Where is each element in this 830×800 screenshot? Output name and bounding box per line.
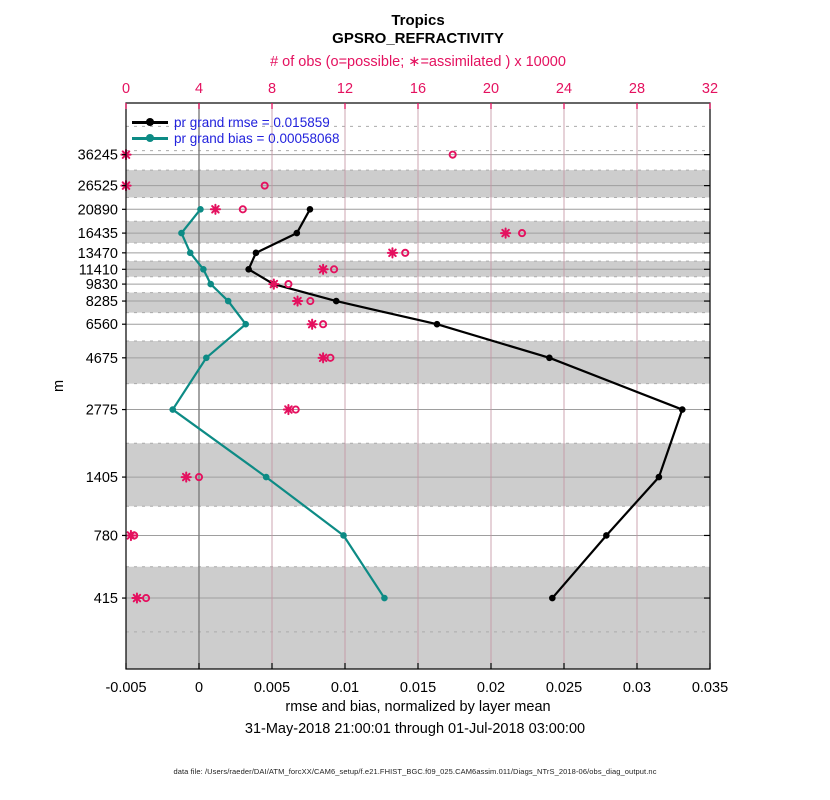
rmse-data-point	[245, 266, 252, 273]
assimilated-obs-marker	[501, 229, 510, 238]
y-axis-tick-label: 4675	[85, 350, 118, 367]
top-axis-tick-label: 16	[409, 81, 427, 97]
top-axis-tick-label: 20	[482, 81, 500, 97]
y-axis-tick-label: 2775	[85, 402, 118, 419]
y-axis-tick-label: 8285	[85, 294, 118, 311]
y-axis-tick-label: 780	[93, 528, 118, 545]
bias-data-point	[207, 281, 214, 288]
assimilated-obs-marker	[319, 265, 328, 274]
assimilated-obs-marker	[284, 405, 293, 414]
bias-data-point	[381, 595, 388, 602]
bias-data-point	[203, 355, 210, 362]
bottom-axis-tick-label: -0.005	[105, 680, 147, 696]
y-axis-tick-label: 1405	[85, 470, 118, 487]
y-axis-tick-label: 415	[93, 591, 118, 608]
bias-data-point	[169, 406, 176, 413]
bottom-axis-tick-label: 0.03	[622, 680, 652, 696]
top-axis-tick-label: 0	[121, 81, 131, 97]
top-axis-tick-label: 24	[555, 81, 573, 97]
top-axis-tick-label: 12	[336, 81, 354, 97]
y-axis-tick-label: 11410	[78, 262, 118, 279]
assimilated-obs-marker	[132, 593, 141, 602]
bottom-axis-tick-label: 0.01	[330, 680, 360, 696]
bottom-axis-tick-label: 0.035	[691, 680, 729, 696]
bottom-axis-tick-label: 0.015	[399, 680, 437, 696]
y-axis-tick-label: 9830	[85, 277, 118, 294]
bottom-axis-tick-label: 0.025	[545, 680, 583, 696]
legend-rmse-row	[132, 114, 340, 130]
legend-bias-label: pr grand bias = 0.00058068	[174, 130, 340, 146]
rmse-data-point	[679, 406, 686, 413]
assimilated-obs-marker	[126, 531, 135, 540]
assimilated-obs-marker	[269, 279, 278, 288]
y-axis-tick-label: 26525	[77, 178, 118, 195]
top-axis-tick-label: 28	[628, 81, 646, 97]
assimilated-obs-marker	[319, 353, 328, 362]
region-title: Tropics	[391, 12, 445, 29]
date-range-label: 31-May-2018 21:00:01 through 01-Jul-2018 03:00:00	[244, 721, 586, 737]
bias-data-point	[263, 474, 270, 481]
bottom-axis-tick-label: 0.02	[476, 680, 506, 696]
bias-data-point	[197, 206, 204, 213]
top-axis-tick-label: 32	[701, 81, 719, 97]
rmse-data-point	[549, 595, 556, 602]
top-axis-tick-label: 4	[194, 81, 204, 97]
bias-data-point	[225, 298, 232, 305]
y-axis-tick-label: 6560	[85, 317, 118, 334]
assimilated-obs-marker	[182, 472, 191, 481]
assimilated-obs-marker	[211, 205, 220, 214]
top-axis-label: # of obs (o=possible; ∗=assimilated ) x 10000	[270, 54, 566, 70]
top-axis-tick-label: 8	[267, 81, 277, 97]
rmse-data-point	[333, 298, 340, 305]
rmse-data-point	[656, 474, 663, 481]
y-axis-tick-label: 16435	[77, 226, 118, 243]
bias-data-point	[242, 321, 249, 328]
assimilated-obs-marker	[308, 320, 317, 329]
rmse-data-point	[434, 321, 441, 328]
rmse-data-point	[307, 206, 314, 213]
bias-data-point	[200, 266, 207, 273]
legend-rmse-label: pr grand rmse = 0.015859	[174, 114, 330, 130]
rmse-line-sample-icon	[132, 114, 168, 130]
y-axis-tick-label: 36245	[77, 147, 118, 164]
rmse-data-point	[253, 250, 260, 257]
y-axis-label: m	[51, 379, 67, 393]
y-axis-tick-label: 13470	[77, 245, 118, 262]
rmse-data-point	[294, 230, 301, 237]
bias-data-point	[340, 532, 347, 539]
y-axis-tick-label: 20890	[77, 202, 118, 219]
rmse-data-point	[546, 355, 553, 362]
bottom-axis-tick-label: 0	[194, 680, 204, 696]
assimilated-obs-marker	[388, 248, 397, 257]
bias-data-point	[187, 250, 194, 257]
data-file-path: data file: /Users/raeder/DAI/ATM_forcXX/CAM6_setup/f.e21.FHIST_BGC.f09_025.CAM6assim.011/Diags_NTrS_2018-06/obs_diag_output.nc	[173, 767, 657, 776]
bottom-axis-label: rmse and bias, normalized by layer mean	[285, 699, 551, 715]
bottom-axis-tick-label: 0.005	[253, 680, 291, 696]
obs-type-title: GPSRO_REFRACTIVITY	[332, 30, 504, 47]
bias-data-point	[178, 230, 185, 237]
assimilated-obs-marker	[293, 296, 302, 305]
rmse-data-point	[603, 532, 610, 539]
legend-bias-row	[132, 130, 340, 146]
bias-line-sample-icon	[132, 130, 168, 146]
legend	[132, 114, 340, 146]
